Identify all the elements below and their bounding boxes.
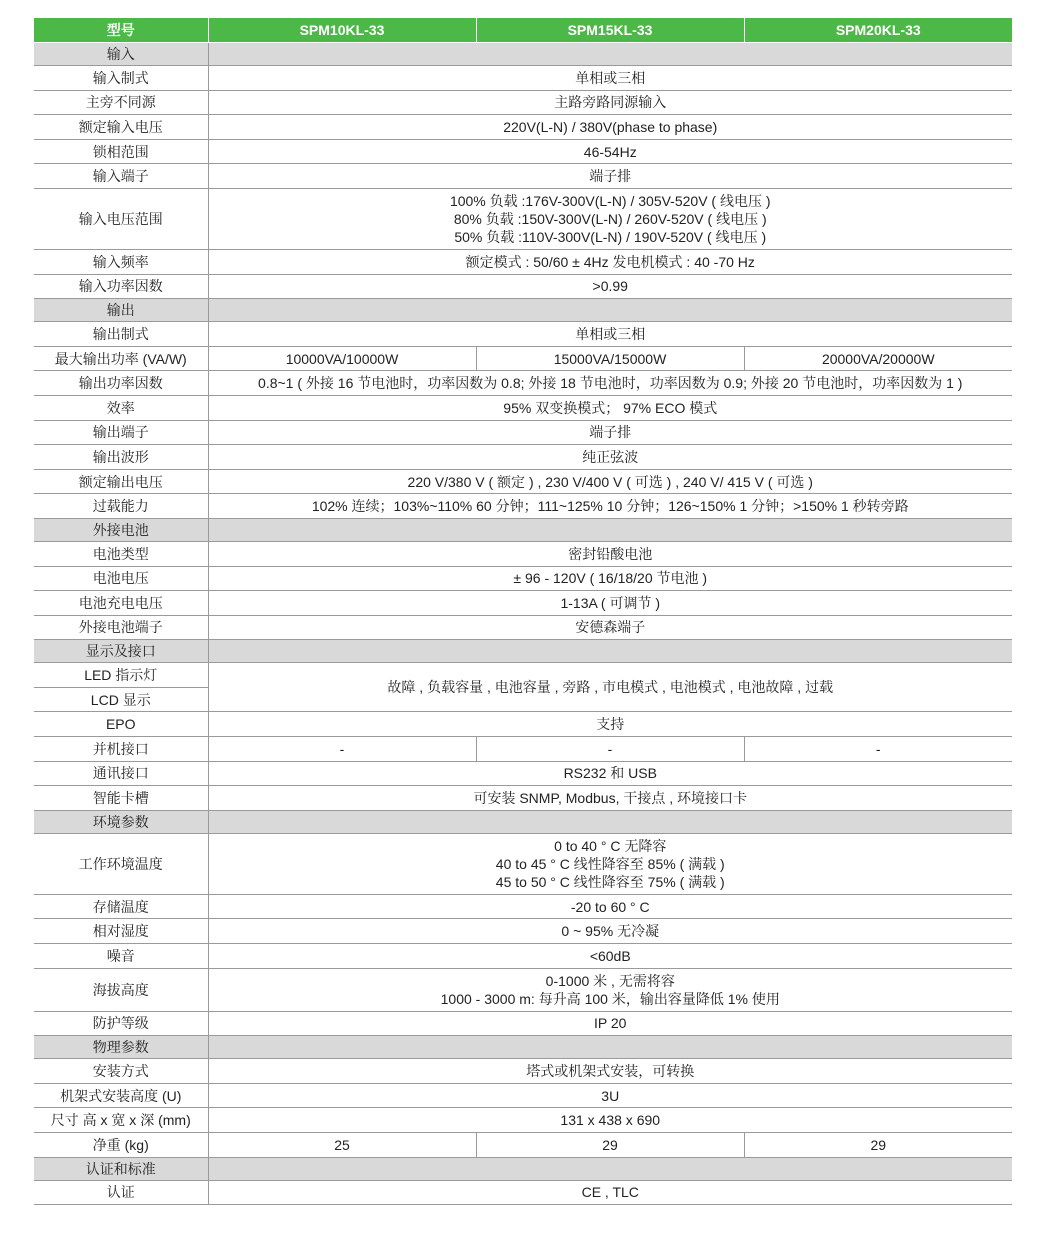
table-row xyxy=(34,663,1012,688)
table-row xyxy=(34,371,1012,396)
row-label: 电池类型 xyxy=(34,541,208,566)
row-value: 端子排 xyxy=(208,164,1012,189)
row-label: 额定输入电压 xyxy=(34,115,208,140)
row-value-model-1: 10000VA/10000W xyxy=(208,346,476,371)
row-value: 131 x 438 x 690 xyxy=(208,1108,1012,1133)
row-value: 95% 双变换模式； 97% ECO 模式 xyxy=(208,395,1012,420)
row-value: 46-54Hz xyxy=(208,139,1012,164)
row-value-model-1: - xyxy=(208,737,476,762)
row-value: 单相或三相 xyxy=(208,322,1012,347)
row-label: 电池电压 xyxy=(34,566,208,591)
section-row xyxy=(34,299,1012,322)
table-header-row xyxy=(34,18,1012,43)
section-fill xyxy=(208,1157,1012,1180)
row-label: LED 指示灯 xyxy=(34,663,208,688)
section-title: 输入 xyxy=(34,43,208,66)
row-label: 输入功率因数 xyxy=(34,274,208,299)
row-value: <60dB xyxy=(208,944,1012,969)
header-model: 型号 xyxy=(34,18,208,43)
row-value: 220 V/380 V ( 额定 ) , 230 V/400 V ( 可选 ) , 240 V/ 415 V ( 可选 ) xyxy=(208,469,1012,494)
row-value: 密封铅酸电池 xyxy=(208,541,1012,566)
row-value: 0.8~1 ( 外接 16 节电池时，功率因数为 0.8; 外接 18 节电池时，功率因数为 0.9; 外接 20 节电池时，功率因数为 1 ) xyxy=(208,371,1012,396)
table-row xyxy=(34,591,1012,616)
table-row xyxy=(34,541,1012,566)
row-value: 1-13A ( 可调节 ) xyxy=(208,591,1012,616)
table-row xyxy=(34,894,1012,919)
row-label: 防护等级 xyxy=(34,1011,208,1036)
value-line: 45 to 50 ° C 线性降容至 75% ( 满载 ) xyxy=(495,873,725,890)
table-row xyxy=(34,115,1012,140)
table-row xyxy=(34,469,1012,494)
table-row xyxy=(34,139,1012,164)
row-label: 机架式安装高度 (U) xyxy=(34,1083,208,1108)
header-spm15kl: SPM15KL-33 xyxy=(476,18,744,43)
row-label: 并机接口 xyxy=(34,737,208,762)
table-row xyxy=(34,420,1012,445)
spec-table xyxy=(34,18,1012,1205)
value-line: 80% 负载 :150V-300V(L-N) / 260V-520V ( 线电压 ) xyxy=(453,210,767,227)
table-row xyxy=(34,188,1012,249)
row-value: 安德森端子 xyxy=(208,615,1012,640)
row-value-model-2: 15000VA/15000W xyxy=(476,346,744,371)
row-value xyxy=(208,968,1012,1011)
row-value: IP 20 xyxy=(208,1011,1012,1036)
row-value: 纯正弦波 xyxy=(208,445,1012,470)
table-row xyxy=(34,1180,1012,1205)
table-row xyxy=(34,66,1012,91)
table-row xyxy=(34,1133,1012,1158)
row-value: 主路旁路同源输入 xyxy=(208,90,1012,115)
row-label: 通讯接口 xyxy=(34,761,208,786)
row-label: 输出功率因数 xyxy=(34,371,208,396)
section-fill xyxy=(208,1036,1012,1059)
row-label: EPO xyxy=(34,712,208,737)
section-row xyxy=(34,640,1012,663)
row-value-model-2: - xyxy=(476,737,744,762)
header-spm20kl: SPM20KL-33 xyxy=(744,18,1012,43)
row-label: 噪音 xyxy=(34,944,208,969)
table-row xyxy=(34,944,1012,969)
row-value-model-2: 29 xyxy=(476,1133,744,1158)
section-row xyxy=(34,518,1012,541)
table-row xyxy=(34,761,1012,786)
row-label: 过载能力 xyxy=(34,494,208,519)
row-label: 存储温度 xyxy=(34,894,208,919)
table-row xyxy=(34,164,1012,189)
table-row xyxy=(34,346,1012,371)
row-value: RS232 和 USB xyxy=(208,761,1012,786)
table-row xyxy=(34,274,1012,299)
table-row xyxy=(34,919,1012,944)
row-label: 效率 xyxy=(34,395,208,420)
row-label: 外接电池端子 xyxy=(34,615,208,640)
value-line: 50% 负载 :110V-300V(L-N) / 190V-520V ( 线电压 ) xyxy=(454,228,767,245)
row-label: 尺寸 高 x 宽 x 深 (mm) xyxy=(34,1108,208,1133)
section-title: 物理参数 xyxy=(34,1036,208,1059)
section-title: 外接电池 xyxy=(34,518,208,541)
row-label: 工作环境温度 xyxy=(34,833,208,894)
row-value: 220V(L-N) / 380V(phase to phase) xyxy=(208,115,1012,140)
row-label: 输入端子 xyxy=(34,164,208,189)
table-row xyxy=(34,712,1012,737)
row-label: 输出制式 xyxy=(34,322,208,347)
table-row xyxy=(34,90,1012,115)
row-value: 支持 xyxy=(208,712,1012,737)
row-value: 端子排 xyxy=(208,420,1012,445)
row-value: 塔式或机架式安装，可转换 xyxy=(208,1059,1012,1084)
row-label: 智能卡槽 xyxy=(34,786,208,811)
row-value: 故障 , 负载容量 , 电池容量 , 旁路 , 市电模式 , 电池模式 , 电池故障 , 过载 xyxy=(208,663,1012,712)
value-line: 0 to 40 ° C 无降容 xyxy=(554,837,667,854)
row-value xyxy=(208,188,1012,249)
table-row xyxy=(34,395,1012,420)
table-row xyxy=(34,566,1012,591)
row-label: 输入频率 xyxy=(34,249,208,274)
section-row xyxy=(34,810,1012,833)
section-fill xyxy=(208,518,1012,541)
table-row xyxy=(34,737,1012,762)
section-fill xyxy=(208,43,1012,66)
section-fill xyxy=(208,299,1012,322)
section-title: 环境参数 xyxy=(34,810,208,833)
row-label: 输出端子 xyxy=(34,420,208,445)
row-label: 输入电压范围 xyxy=(34,188,208,249)
row-value: 可安装 SNMP, Modbus, 干接点 , 环境接口卡 xyxy=(208,786,1012,811)
row-value: 102% 连续；103%~110% 60 分钟；111~125% 10 分钟；126~150% 1 分钟；>150% 1 秒转旁路 xyxy=(208,494,1012,519)
row-label: 海拔高度 xyxy=(34,968,208,1011)
row-value: CE , TLC xyxy=(208,1180,1012,1205)
row-label: 电池充电电压 xyxy=(34,591,208,616)
value-line: 1000 - 3000 m: 每升高 100 米，输出容量降低 1% 使用 xyxy=(440,990,780,1007)
row-value: -20 to 60 ° C xyxy=(208,894,1012,919)
row-label: 认证 xyxy=(34,1180,208,1205)
row-label: 输入制式 xyxy=(34,66,208,91)
row-label: 相对湿度 xyxy=(34,919,208,944)
header-spm10kl: SPM10KL-33 xyxy=(208,18,476,43)
row-value: 3U xyxy=(208,1083,1012,1108)
row-value: 单相或三相 xyxy=(208,66,1012,91)
row-label: 最大输出功率 (VA/W) xyxy=(34,346,208,371)
table-row xyxy=(34,1059,1012,1084)
row-label: 主旁不同源 xyxy=(34,90,208,115)
table-row xyxy=(34,1083,1012,1108)
table-row xyxy=(34,322,1012,347)
table-row xyxy=(34,1108,1012,1133)
row-label: 净重 (kg) xyxy=(34,1133,208,1158)
section-row xyxy=(34,1036,1012,1059)
table-row xyxy=(34,968,1012,1011)
row-value: 额定模式 : 50/60 ± 4Hz 发电机模式 : 40 -70 Hz xyxy=(208,249,1012,274)
row-label: 输出波形 xyxy=(34,445,208,470)
row-label: LCD 显示 xyxy=(34,687,208,712)
section-fill xyxy=(208,640,1012,663)
row-value-model-1: 25 xyxy=(208,1133,476,1158)
spec-body xyxy=(34,43,1012,1205)
row-value-model-3: - xyxy=(744,737,1012,762)
row-value xyxy=(208,833,1012,894)
section-row xyxy=(34,43,1012,66)
table-row xyxy=(34,494,1012,519)
value-line: 0-1000 米 , 无需将容 xyxy=(545,972,675,989)
table-row xyxy=(34,615,1012,640)
row-label: 锁相范围 xyxy=(34,139,208,164)
row-value-model-3: 29 xyxy=(744,1133,1012,1158)
row-value: ± 96 - 120V ( 16/18/20 节电池 ) xyxy=(208,566,1012,591)
value-line: 40 to 45 ° C 线性降容至 85% ( 满载 ) xyxy=(495,855,725,872)
table-row xyxy=(34,445,1012,470)
table-row xyxy=(34,833,1012,894)
row-label: 安装方式 xyxy=(34,1059,208,1084)
row-value-model-3: 20000VA/20000W xyxy=(744,346,1012,371)
table-row xyxy=(34,1011,1012,1036)
table-row xyxy=(34,786,1012,811)
row-value: >0.99 xyxy=(208,274,1012,299)
section-row xyxy=(34,1157,1012,1180)
section-title: 输出 xyxy=(34,299,208,322)
row-label: 额定输出电压 xyxy=(34,469,208,494)
section-fill xyxy=(208,810,1012,833)
table-row xyxy=(34,249,1012,274)
section-title: 显示及接口 xyxy=(34,640,208,663)
value-line: 100% 负载 :176V-300V(L-N) / 305V-520V ( 线电压 ) xyxy=(449,192,771,209)
row-value: 0 ~ 95% 无冷凝 xyxy=(208,919,1012,944)
section-title: 认证和标准 xyxy=(34,1157,208,1180)
